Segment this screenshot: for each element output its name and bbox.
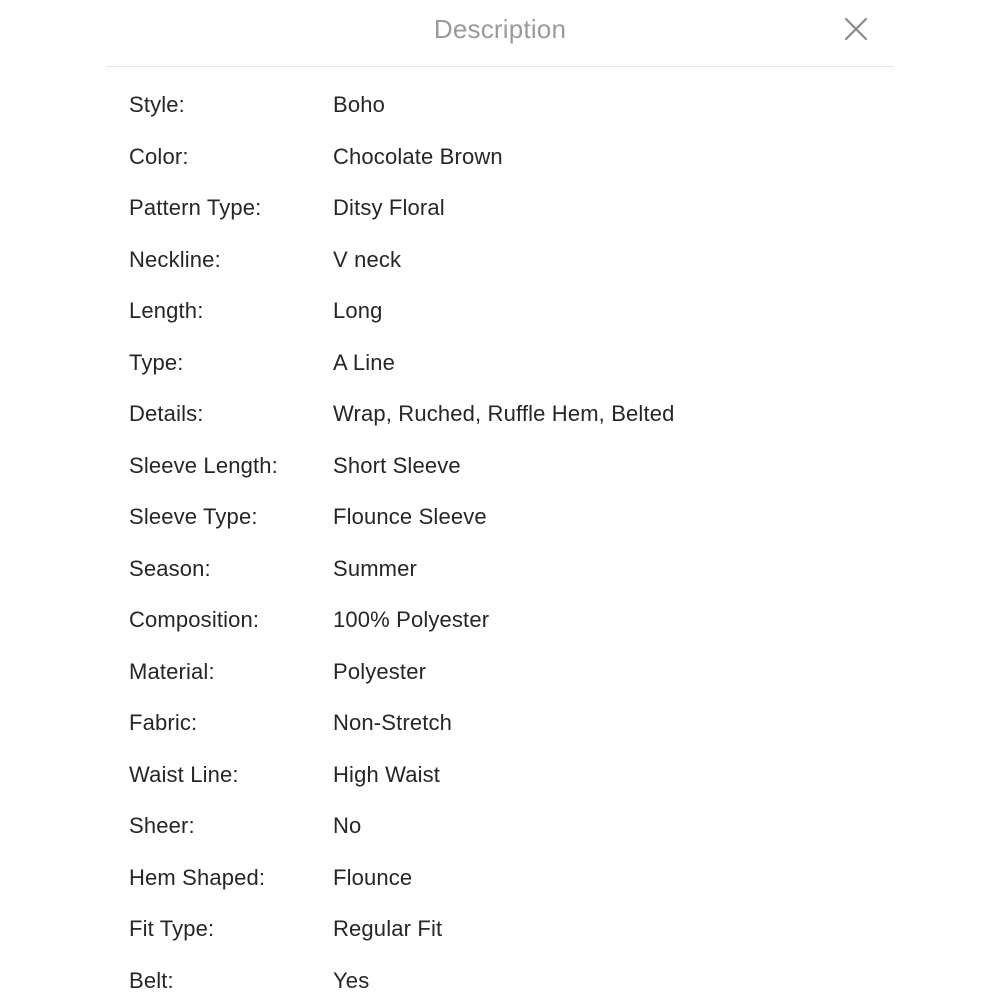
page-title: Description (0, 12, 1000, 46)
attribute-label: Waist Line: (129, 749, 239, 801)
attribute-row-style (0, 79, 1000, 131)
attribute-label: Style: (129, 79, 185, 131)
attribute-value: High Waist (333, 749, 440, 801)
attribute-label: Belt: (129, 955, 174, 1006)
attribute-row-waist-line (0, 749, 1000, 801)
attribute-row-sleeve-type (0, 491, 1000, 543)
attribute-row-hem-shaped (0, 852, 1000, 904)
attribute-label: Pattern Type: (129, 182, 261, 234)
attribute-value: Wrap, Ruched, Ruffle Hem, Belted (333, 388, 674, 440)
attribute-row-sheer (0, 800, 1000, 852)
close-button[interactable] (836, 9, 876, 49)
modal-header (0, 0, 1000, 66)
attribute-row-material (0, 646, 1000, 698)
attribute-row-season (0, 543, 1000, 595)
attribute-row-pattern-type (0, 182, 1000, 234)
attribute-label: Material: (129, 646, 215, 698)
close-icon (844, 17, 868, 41)
attribute-row-fit-type (0, 903, 1000, 955)
header-divider (106, 66, 894, 67)
attribute-label: Length: (129, 285, 203, 337)
attribute-value: A Line (333, 337, 395, 389)
attribute-list (0, 79, 1000, 1006)
attribute-value: 100% Polyester (333, 594, 489, 646)
attribute-label: Color: (129, 131, 189, 183)
attribute-label: Fabric: (129, 697, 197, 749)
attribute-row-composition (0, 594, 1000, 646)
attribute-value: Ditsy Floral (333, 182, 445, 234)
attribute-value: Flounce Sleeve (333, 491, 487, 543)
attribute-row-neckline (0, 234, 1000, 286)
attribute-label: Season: (129, 543, 211, 595)
attribute-row-sleeve-length (0, 440, 1000, 492)
attribute-value: Boho (333, 79, 385, 131)
attribute-label: Composition: (129, 594, 259, 646)
attribute-value: Short Sleeve (333, 440, 461, 492)
attribute-label: Fit Type: (129, 903, 214, 955)
attribute-row-length (0, 285, 1000, 337)
attribute-value: Non-Stretch (333, 697, 452, 749)
attribute-value: Summer (333, 543, 417, 595)
attribute-value: Flounce (333, 852, 412, 904)
attribute-label: Sleeve Type: (129, 491, 258, 543)
attribute-label: Hem Shaped: (129, 852, 265, 904)
attribute-value: Chocolate Brown (333, 131, 503, 183)
attribute-value: V neck (333, 234, 401, 286)
attribute-label: Neckline: (129, 234, 221, 286)
attribute-row-type (0, 337, 1000, 389)
attribute-value: Yes (333, 955, 369, 1006)
attribute-label: Type: (129, 337, 184, 389)
attribute-label: Details: (129, 388, 204, 440)
attribute-row-color (0, 131, 1000, 183)
attribute-label: Sleeve Length: (129, 440, 278, 492)
attribute-label: Sheer: (129, 800, 195, 852)
attribute-value: Regular Fit (333, 903, 442, 955)
attribute-row-belt (0, 955, 1000, 1006)
attribute-row-fabric (0, 697, 1000, 749)
attribute-row-details (0, 388, 1000, 440)
attribute-value: No (333, 800, 361, 852)
attribute-value: Long (333, 285, 383, 337)
attribute-value: Polyester (333, 646, 426, 698)
